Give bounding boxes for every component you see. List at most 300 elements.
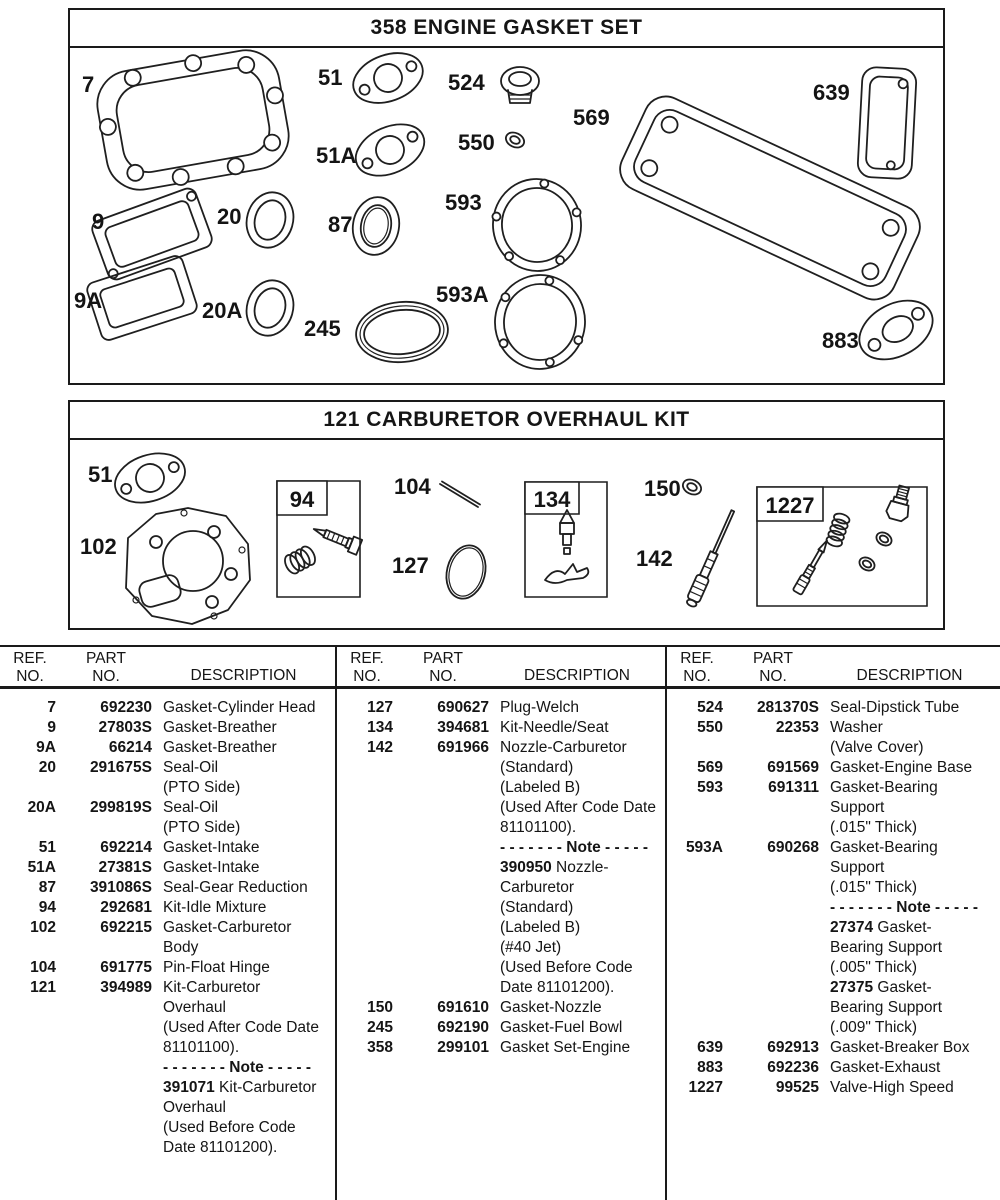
ref-no-cell: 142 [367,739,393,756]
ref-no-cell [337,918,397,938]
part-no-cell [727,878,819,898]
table-row [0,818,335,838]
ref-no-cell [0,998,60,1018]
ref-no-cell [667,998,727,1018]
table-row [0,1138,335,1158]
part-no-cell: 66214 [108,739,152,756]
description-cell: 391071 Kit-Carburetor [163,1079,317,1096]
part-no-cell: 690627 [437,699,489,716]
part-no-cell [397,978,489,998]
part-no-cell: 691569 [767,759,819,776]
table-header [0,647,335,689]
table-row [667,998,1000,1018]
parts-table [0,645,1000,1200]
description-cell: Seal-Gear Reduction [163,879,308,896]
ref-no-cell: 7 [47,699,56,716]
table-row [337,758,665,778]
ref-no-cell: 121 [30,979,56,996]
table-row [0,858,335,878]
part-no-cell [397,938,489,958]
ref-no-cell: 9 [47,719,56,736]
description-cell: Gasket-Bearing [830,779,938,796]
part-no-cell [727,738,819,758]
gasket-exhaust-icon [849,289,942,372]
table-row [337,918,665,938]
carburetor-overhaul-kit-panel [68,400,945,630]
ref-no-cell: 1227 [688,1079,723,1096]
part-label-150: 150 [644,476,681,501]
ref-no-cell [337,838,397,858]
description-cell: (Valve Cover) [830,739,924,756]
ref-no-cell: 358 [367,1039,393,1056]
seal-oil-icon [240,187,300,254]
ref-no-cell [0,1098,60,1118]
description-cell: Pin-Float Hinge [163,959,270,976]
engine-gasket-set-title: 358 ENGINE GASKET SET [70,10,943,48]
part-no-cell: 691610 [437,999,489,1016]
table-row [0,738,335,758]
description-cell: Seal-Oil [163,759,219,776]
ref-no-cell: 883 [697,1059,723,1076]
gasket-bearing-support-icon [487,173,588,276]
description-cell: (Standard) [500,759,574,776]
description-cell: (.015" Thick) [830,879,918,896]
table-row [0,958,335,978]
table-row [667,1018,1000,1038]
ref-no-cell: 150 [367,999,393,1016]
gasket-breaker-box-icon [857,67,917,180]
ref-no-cell: 550 [697,719,723,736]
table-row [337,818,665,838]
description-cell: (.015" Thick) [830,819,918,836]
ref-no-cell [0,818,60,838]
ref-no-cell [0,1078,60,1098]
description-cell: Washer [830,719,883,736]
part-no-cell [60,1118,152,1138]
part-label-20A: 20A [202,298,243,323]
table-row [0,918,335,938]
table-row [667,958,1000,978]
gasket-bearing-support-a-icon [490,271,589,374]
ref-no-header: REF. NO. [13,650,47,685]
part-no-cell: 99525 [775,1079,819,1096]
description-cell: (.005" Thick) [830,959,918,976]
ref-no-cell: 20A [27,799,56,816]
part-no-cell [397,798,489,818]
description-cell: Support [830,799,885,816]
description-cell: Nozzle-Carburetor [500,739,627,756]
description-cell: Gasket-Breaker Box [830,1039,970,1056]
part-no-cell: 692215 [100,919,152,936]
part-label-51-kit: 51 [88,462,113,487]
ref-no-cell: 569 [697,759,723,776]
part-no-cell: 22353 [775,719,819,736]
description-header: DESCRIPTION [856,667,963,684]
engine-gasket-set-diagram [70,48,943,383]
table-row [667,978,1000,998]
part-no-cell [60,1018,152,1038]
description-cell: Gasket-Nozzle [500,999,602,1016]
part-no-cell: 391086S [89,879,152,896]
description-cell: Bearing Support [830,999,943,1016]
gasket-fuel-bowl-icon [354,298,451,366]
table-row [337,698,665,718]
part-no-cell [397,758,489,778]
seal-gear-reduction-icon [348,193,403,258]
description-cell: Seal-Dipstick Tube [830,699,960,716]
table-body [337,689,665,1058]
table-row [337,938,665,958]
part-no-cell: 394681 [437,719,489,736]
pin-float-hinge-icon [440,482,480,508]
kit-needle-seat-icon [525,482,607,597]
part-label-51: 51 [318,65,343,90]
part-no-cell [727,818,819,838]
table-row [667,758,1000,778]
ref-no-cell [337,958,397,978]
table-row [667,718,1000,738]
part-no-cell: 690268 [767,839,819,856]
parts-table-column-2 [335,647,665,1200]
part-no-header: PART NO. [753,650,793,685]
part-no-cell: 27381S [98,859,152,876]
part-label-524: 524 [448,70,485,95]
ref-no-cell: 245 [367,1019,393,1036]
part-no-cell [727,978,819,998]
part-no-cell: 281370S [756,699,819,716]
table-row [0,758,335,778]
part-label-102: 102 [80,534,117,559]
part-no-cell [397,918,489,938]
table-row [337,878,665,898]
table-row [337,718,665,738]
part-label-245: 245 [304,316,341,341]
description-cell: (#40 Jet) [500,939,562,956]
ref-no-cell [667,978,727,998]
description-cell: - - - - - - - Note - - - - - [163,1059,312,1076]
description-cell: Seal-Oil [163,799,219,816]
part-no-header: PART NO. [86,650,126,685]
valve-high-speed-icon [757,484,927,606]
table-row [667,918,1000,938]
gasket-breather-icon [90,186,215,282]
part-label-9: 9 [92,209,105,234]
table-row [667,818,1000,838]
part-no-cell [397,958,489,978]
table-row [0,778,335,798]
ref-no-cell [0,938,60,958]
table-row [0,698,335,718]
table-row [667,938,1000,958]
gasket-intake-a-icon [348,114,432,185]
description-cell: (Used Before Code [163,1119,296,1136]
table-row [337,798,665,818]
part-label-134: 134 [533,487,571,512]
table-row [667,698,1000,718]
description-header: DESCRIPTION [524,667,630,684]
gasket-intake-icon [346,48,429,112]
washer-valve-cover-icon [503,130,526,151]
part-no-cell [397,778,489,798]
part-no-cell [60,778,152,798]
table-row [0,1098,335,1118]
ref-no-cell: 102 [30,919,56,936]
ref-no-cell: 9A [36,739,56,756]
part-no-cell: 692214 [100,839,152,856]
ref-no-cell [337,898,397,918]
table-row [337,958,665,978]
ref-no-cell [0,1138,60,1158]
ref-no-cell [0,1018,60,1038]
ref-no-cell [337,938,397,958]
part-no-cell [397,878,489,898]
description-cell: Gasket-Engine Base [830,759,973,776]
ref-no-cell [337,818,397,838]
part-no-cell: 692230 [100,699,152,716]
description-cell: Gasket-Breather [163,719,277,736]
part-no-cell [60,1138,152,1158]
table-row [0,798,335,818]
table-row [667,838,1000,858]
description-cell: Support [830,859,885,876]
table-row [0,898,335,918]
ref-no-cell: 51 [38,839,56,856]
gasket-intake-kit-icon [109,445,192,511]
description-cell: - - - - - - - Note - - - - - [830,899,979,916]
ref-no-cell [337,978,397,998]
ref-no-cell: 51A [27,859,56,876]
ref-no-cell: 134 [367,719,393,736]
table-row [337,978,665,998]
plug-welch-icon [441,541,491,603]
parts-table-column-3 [665,647,1000,1200]
table-row [0,978,335,998]
description-cell: Gasket-Exhaust [830,1059,941,1076]
carburetor-overhaul-kit-diagram [70,440,943,628]
description-cell: Gasket-Intake [163,839,260,856]
table-row [667,1038,1000,1058]
part-label-104: 104 [394,474,431,499]
part-no-cell [397,858,489,878]
part-no-cell [60,998,152,1018]
table-row [337,1038,665,1058]
part-label-94: 94 [289,487,315,512]
nozzle-carburetor-icon [685,508,739,608]
table-row [667,798,1000,818]
gasket-nozzle-icon [680,477,703,498]
part-no-cell [727,898,819,918]
table-row [337,838,665,858]
description-cell: Body [163,939,199,956]
part-no-cell: 394989 [100,979,152,996]
table-row [0,838,335,858]
description-cell: Overhaul [163,1099,226,1116]
carburetor-overhaul-kit-title: 121 CARBURETOR OVERHAUL KIT [70,402,943,440]
ref-no-cell: 593 [697,779,723,796]
table-row [337,858,665,878]
ref-no-cell [667,958,727,978]
part-no-cell [60,1058,152,1078]
gasket-breather-a-icon [85,254,199,342]
description-cell: (Labeled B) [500,779,581,796]
description-cell: Carburetor [500,879,575,896]
description-cell: Gasket-Fuel Bowl [500,1019,623,1036]
description-header: DESCRIPTION [190,667,297,684]
ref-no-cell: 104 [30,959,56,976]
ref-no-cell [337,858,397,878]
ref-no-cell: 127 [367,699,393,716]
table-row [667,778,1000,798]
description-cell: Gasket-Bearing [830,839,938,856]
ref-no-cell [0,1118,60,1138]
part-no-cell [727,858,819,878]
description-cell: 27374 Gasket- [830,919,932,936]
ref-no-cell [337,878,397,898]
description-cell: Gasket-Intake [163,859,260,876]
ref-no-cell [0,778,60,798]
part-label-51A: 51A [316,143,357,168]
part-no-cell [60,1038,152,1058]
ref-no-cell [0,1038,60,1058]
description-cell: (PTO Side) [163,779,241,796]
description-cell: Overhaul [163,999,226,1016]
ref-no-cell [0,1058,60,1078]
part-label-593A: 593A [436,282,489,307]
ref-no-cell [337,758,397,778]
table-row [337,898,665,918]
part-no-cell [60,818,152,838]
ref-no-cell: 524 [697,699,723,716]
part-no-cell [397,818,489,838]
description-cell: (Labeled B) [500,919,581,936]
description-cell: (Used After Code Date [163,1019,319,1036]
ref-no-cell [667,898,727,918]
part-no-cell: 692913 [767,1039,819,1056]
table-row [0,1078,335,1098]
table-row [667,1078,1000,1098]
part-label-142: 142 [636,546,673,571]
ref-no-cell: 593A [685,839,723,856]
table-row [0,878,335,898]
ref-no-cell [667,918,727,938]
description-cell: Kit-Idle Mixture [163,899,267,916]
part-no-header: PART NO. [423,650,463,685]
table-row [0,1018,335,1038]
part-no-cell [727,1018,819,1038]
part-label-639: 639 [813,80,850,105]
ref-no-cell: 94 [38,899,56,916]
parts-table-column-1 [0,647,335,1200]
ref-no-header: REF. NO. [350,650,384,685]
description-cell: 390950 Nozzle- [500,859,609,876]
part-label-1227: 1227 [765,493,815,518]
part-no-cell: 691966 [437,739,489,756]
ref-no-cell [667,818,727,838]
part-no-cell [727,998,819,1018]
table-row [0,1058,335,1078]
ref-no-cell: 639 [697,1039,723,1056]
description-cell: Valve-High Speed [830,1079,954,1096]
description-cell: (PTO Side) [163,819,241,836]
ref-no-cell [667,938,727,958]
part-no-cell [727,938,819,958]
part-label-87: 87 [328,212,353,237]
ref-no-cell [667,858,727,878]
table-row [337,998,665,1018]
ref-no-cell [667,1018,727,1038]
part-label-550: 550 [458,130,495,155]
table-row [337,738,665,758]
part-label-20: 20 [217,204,242,229]
ref-no-cell: 87 [38,879,56,896]
description-cell: Plug-Welch [500,699,579,716]
part-label-9A: 9A [74,288,103,313]
part-no-cell: 691311 [768,779,819,796]
part-label-883: 883 [822,328,859,353]
gasket-carburetor-body-icon [126,508,250,624]
table-row [0,1118,335,1138]
description-cell: Date 81101200). [163,1139,278,1156]
table-header [667,647,1000,689]
table-row [667,738,1000,758]
part-no-cell: 299819S [89,799,152,816]
part-no-cell [60,938,152,958]
description-cell: (Used Before Code [500,959,633,976]
part-no-cell: 692190 [437,1019,489,1036]
description-cell: Kit-Needle/Seat [500,719,609,736]
part-no-cell: 292681 [100,899,152,916]
part-no-cell [60,1078,152,1098]
part-label-593: 593 [445,190,482,215]
part-no-cell [727,918,819,938]
part-label-127: 127 [392,553,429,578]
ref-no-cell [667,798,727,818]
ref-no-cell: 20 [38,759,56,776]
description-cell: Gasket-Breather [163,739,277,756]
description-cell: Bearing Support [830,939,943,956]
description-cell: (.009" Thick) [830,1019,918,1036]
description-cell: (Standard) [500,899,574,916]
description-cell: (Used After Code Date [500,799,656,816]
seal-dipstick-tube-icon [501,67,539,103]
ref-no-cell [337,798,397,818]
table-body [0,689,335,1158]
table-row [337,778,665,798]
gasket-engine-base-icon [613,89,927,306]
description-cell: - - - - - - - Note - - - - - [500,839,649,856]
ref-no-header: REF. NO. [680,650,714,685]
ref-no-cell [667,878,727,898]
engine-gasket-set-panel [68,8,945,385]
table-row [0,998,335,1018]
description-cell: Kit-Carburetor [163,979,261,996]
description-cell: Gasket-Carburetor [163,919,292,936]
description-cell: Gasket-Cylinder Head [163,699,316,716]
gasket-cylinder-head-icon [90,48,295,197]
table-row [0,1038,335,1058]
table-row [667,858,1000,878]
part-label-569: 569 [573,105,610,130]
table-row [667,898,1000,918]
part-no-cell [727,958,819,978]
part-no-cell [60,1098,152,1118]
description-cell: 81101100). [500,819,577,836]
seal-oil-a-icon [240,275,300,342]
table-row [667,1058,1000,1078]
part-no-cell: 27803S [98,719,152,736]
ref-no-cell [667,738,727,758]
description-cell: 81101100). [163,1039,240,1056]
